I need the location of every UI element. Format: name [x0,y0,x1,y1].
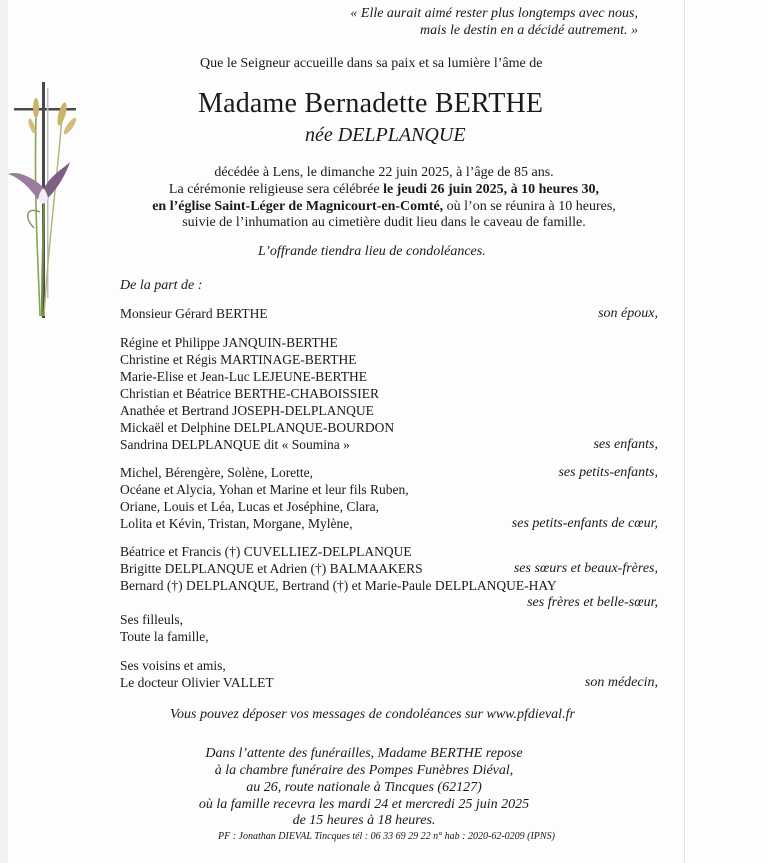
grandchildren-line: Michel, Bérengère, Solène, Lorette, [120,465,314,480]
spouse-role: son époux, [598,306,658,321]
paper-fold-line [684,0,685,863]
children-role: ses enfants, [593,437,658,452]
brothers-line: Bernard (†) DELPLANQUE, Bertrand (†) et Marie-Paule DELPLANQUE-HAY [120,578,557,593]
godchildren-line: Ses filleuls, [120,612,183,627]
child-6: Mickaël et Delphine DELPLANQUE-BOURDON [120,420,395,435]
child-5: Anathée et Bertrand JOSEPH-DELPLANQUE [120,403,374,418]
ceremony-line [0,182,768,198]
gathering-time: où l’on se réunira à 10 heures, [443,199,616,214]
funeral-home-line-5: de 15 heures à 18 heures. [292,813,436,828]
offering-note: L’offrande tiendra lieu de condoléances. [258,244,486,259]
burial-line: suivie de l’inhumation au cimetière dudit lieu dans le caveau de famille. [182,215,586,230]
sibling-in-law-2: Brigitte DELPLANQUE et Adrien (†) BALMAAKERS [120,561,423,576]
heart-grandchildren-1: Océane et Alycia, Yohan et Marine et leur fils Ruben, [120,482,409,497]
quote-line-1: « Elle aurait aimé rester plus longtemps avec nous, [350,6,638,21]
brothers-role: ses frères et belle-sœur, [527,595,658,610]
heart-grandchildren-3: Lolita et Kévin, Tristan, Morgane, Mylène, [120,516,353,531]
child-7: Sandrina DELPLANQUE dit « Soumina » [120,437,350,452]
grandchildren-role: ses petits-enfants, [558,465,658,480]
all-family-line: Toute la famille, [120,629,209,644]
church-name: en l’église Saint-Léger de Magnicourt-en-Comté, [152,199,444,214]
intro-line: Que le Seigneur accueille dans sa paix et sa lumière l’âme de [200,56,543,71]
deceased-name: Madame Bernadette BERTHE [198,88,544,119]
doctor-name: Le docteur Olivier VALLET [120,675,274,690]
funeral-home-line-4: où la famille recevra les mardi 24 et mercredi 25 juin 2025 [198,797,530,812]
church-line [0,199,768,215]
child-2: Christine et Régis MARTINAGE-BERTHE [120,352,357,367]
doctor-role: son médecin, [584,675,658,690]
ceremony-intro: La cérémonie religieuse sera célébrée [168,182,384,197]
child-4: Christian et Béatrice BERTHE-CHABOISSIER [120,386,380,401]
quote-line-2: mais le destin en a décidé autrement. » [420,23,638,38]
heart-grandchildren-2: Oriane, Louis et Léa, Lucas et Joséphine, Clara, [120,499,380,514]
child-1: Régine et Philippe JANQUIN-BERTHE [120,335,338,350]
funeral-home-line-1: Dans l’attente des funérailles, Madame BERTHE repose [205,746,523,761]
sibling-in-law-1: Béatrice et Francis (†) CUVELLIEZ-DELPLANQUE [120,544,412,559]
funeral-director-footer: PF : Jonathan DIEVAL Tincques tél : 06 33 69 29 22 n° hab : 2020-62-0209 (IPNS) [218,831,555,842]
siblings-in-law-role: ses sœurs et beaux-frères, [513,561,658,576]
funeral-home-line-2: à la chambre funéraire des Pompes Funèbres Diéval, [214,763,514,778]
from-label: De la part de : [120,278,203,293]
spouse-name: Monsieur Gérard BERTHE [120,306,268,321]
funeral-home-line-3: au 26, route nationale à Tincques (62127) [246,780,482,795]
child-3: Marie-Elise et Jean-Luc LEJEUNE-BERTHE [120,369,367,384]
deceased-maiden-name: née DELPLANQUE [305,124,466,146]
ceremony-date: le jeudi 26 juin 2025, à 10 heures 30, [383,182,600,197]
death-details: décédée à Lens, le dimanche 22 juin 2025, à l’âge de 85 ans. [214,165,554,180]
heart-grandchildren-role: ses petits-enfants de cœur, [511,516,658,531]
condolences-website-note: Vous pouvez déposer vos messages de condoléances sur www.pfdieval.fr [170,707,575,722]
neighbours-line: Ses voisins et amis, [120,658,226,673]
